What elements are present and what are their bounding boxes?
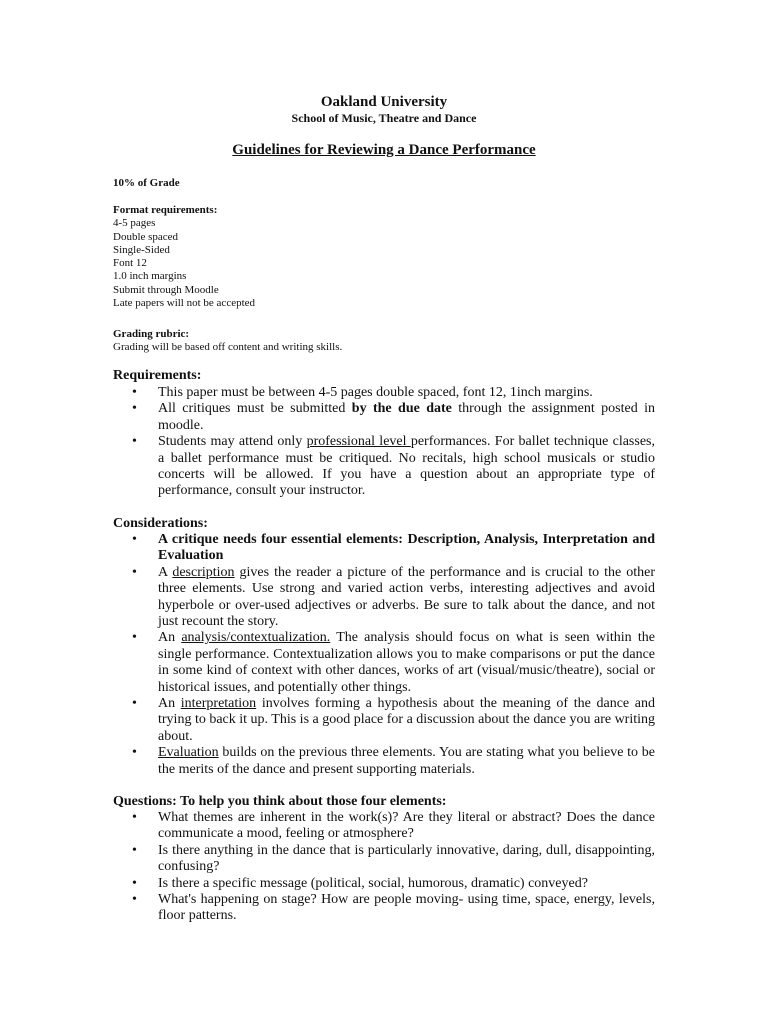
bullet-icon: • bbox=[132, 401, 137, 417]
list-item: • An analysis/contextualization. The analysis should focus on what is seen within the single performance. Contextualization allows you to make comparisons or put the dance in some kind of context with other dances, works of art (visual/music/theatre), social or historical issues, and potentially other things. bbox=[132, 630, 655, 695]
bullet-icon: • bbox=[132, 875, 137, 891]
questions-list bbox=[113, 810, 655, 925]
list-item: • All critiques must be submitted by the due date through the assignment posted in moodle. bbox=[132, 401, 655, 433]
requirements-heading: Requirements: bbox=[113, 368, 202, 383]
bullet-icon: • bbox=[132, 745, 137, 761]
list-item: • Students may attend only professional level performances. For ballet technique classes, a ballet performance must be critiqued. No recitals, high school musicals or studio concerts will be allowed. If you have a question about an appropriate type of performance, consult your instructor. bbox=[132, 434, 655, 499]
bullet-icon: • bbox=[132, 532, 137, 547]
format-item: 1.0 inch margins bbox=[113, 270, 187, 283]
format-item: Single-Sided bbox=[113, 243, 170, 256]
questions-heading: Questions: To help you think about those four elements: bbox=[113, 794, 447, 809]
list-item: • Is there anything in the dance that is particularly innovative, daring, dull, disappointing, confusing? bbox=[132, 842, 655, 875]
format-requirements bbox=[113, 204, 255, 310]
grading-heading: Grading rubric: bbox=[113, 328, 190, 340]
grading-text: Grading will be based off content and writing skills. bbox=[113, 341, 343, 354]
university-name: Oakland University bbox=[320, 94, 448, 110]
format-heading: Format requirements: bbox=[113, 204, 218, 216]
list-item: • An interpretation involves forming a hypothesis about the meaning of the dance and trying to back it up. This is a good place for a discussion about the dance you are writing about. bbox=[132, 696, 656, 744]
list-item: • What's happening on stage? How are people moving- using time, space, energy, levels, floor patterns. bbox=[132, 892, 655, 924]
bullet-icon: • bbox=[132, 564, 137, 580]
list-item: • Evaluation builds on the previous three elements. You are stating what you believe to be the merits of the dance and present supporting materials. bbox=[132, 745, 655, 777]
bullet-icon: • bbox=[132, 696, 137, 712]
list-item: • What themes are inherent in the work(s)? Are they literal or abstract? Does the dance communicate a mood, feeling or atmosphere? bbox=[132, 810, 655, 842]
bullet-icon: • bbox=[132, 842, 137, 858]
school-name: School of Music, Theatre and Dance bbox=[291, 111, 477, 125]
document-title: Guidelines for Reviewing a Dance Performance bbox=[232, 142, 536, 158]
list-item: • A description gives the reader a picture of the performance and is crucial to the other three elements. Use strong and varied action verbs, interesting adjectives and avoid hyperbole or over-used adjectives or adverbs. Be sure to talk about the dance, and not just recount the story. bbox=[132, 564, 655, 630]
format-item: Double spaced bbox=[113, 230, 179, 243]
format-item: Submit through Moodle bbox=[113, 283, 219, 296]
bullet-icon: • bbox=[132, 810, 137, 825]
list-item: • Is there a specific message (political, social, humorous, dramatic) conveyed? bbox=[132, 875, 588, 891]
bullet-icon: • bbox=[132, 434, 137, 450]
list-item: • A critique needs four essential elements: Description, Analysis, Interpretation and Evaluation bbox=[132, 532, 655, 564]
format-item: 4-5 pages bbox=[113, 217, 156, 230]
bullet-icon: • bbox=[132, 385, 137, 400]
considerations-list bbox=[113, 532, 655, 778]
considerations-heading: Considerations: bbox=[113, 516, 208, 531]
list-item: • This paper must be between 4-5 pages double spaced, font 12, 1inch margins. bbox=[132, 385, 593, 400]
bullet-icon: • bbox=[132, 630, 137, 646]
grade-weight: 10% of Grade bbox=[113, 177, 180, 189]
format-item: Font 12 bbox=[113, 257, 147, 270]
requirements-list bbox=[113, 385, 655, 500]
bullet-icon: • bbox=[132, 892, 137, 908]
grading-rubric bbox=[113, 328, 342, 355]
format-item: Late papers will not be accepted bbox=[113, 297, 256, 310]
